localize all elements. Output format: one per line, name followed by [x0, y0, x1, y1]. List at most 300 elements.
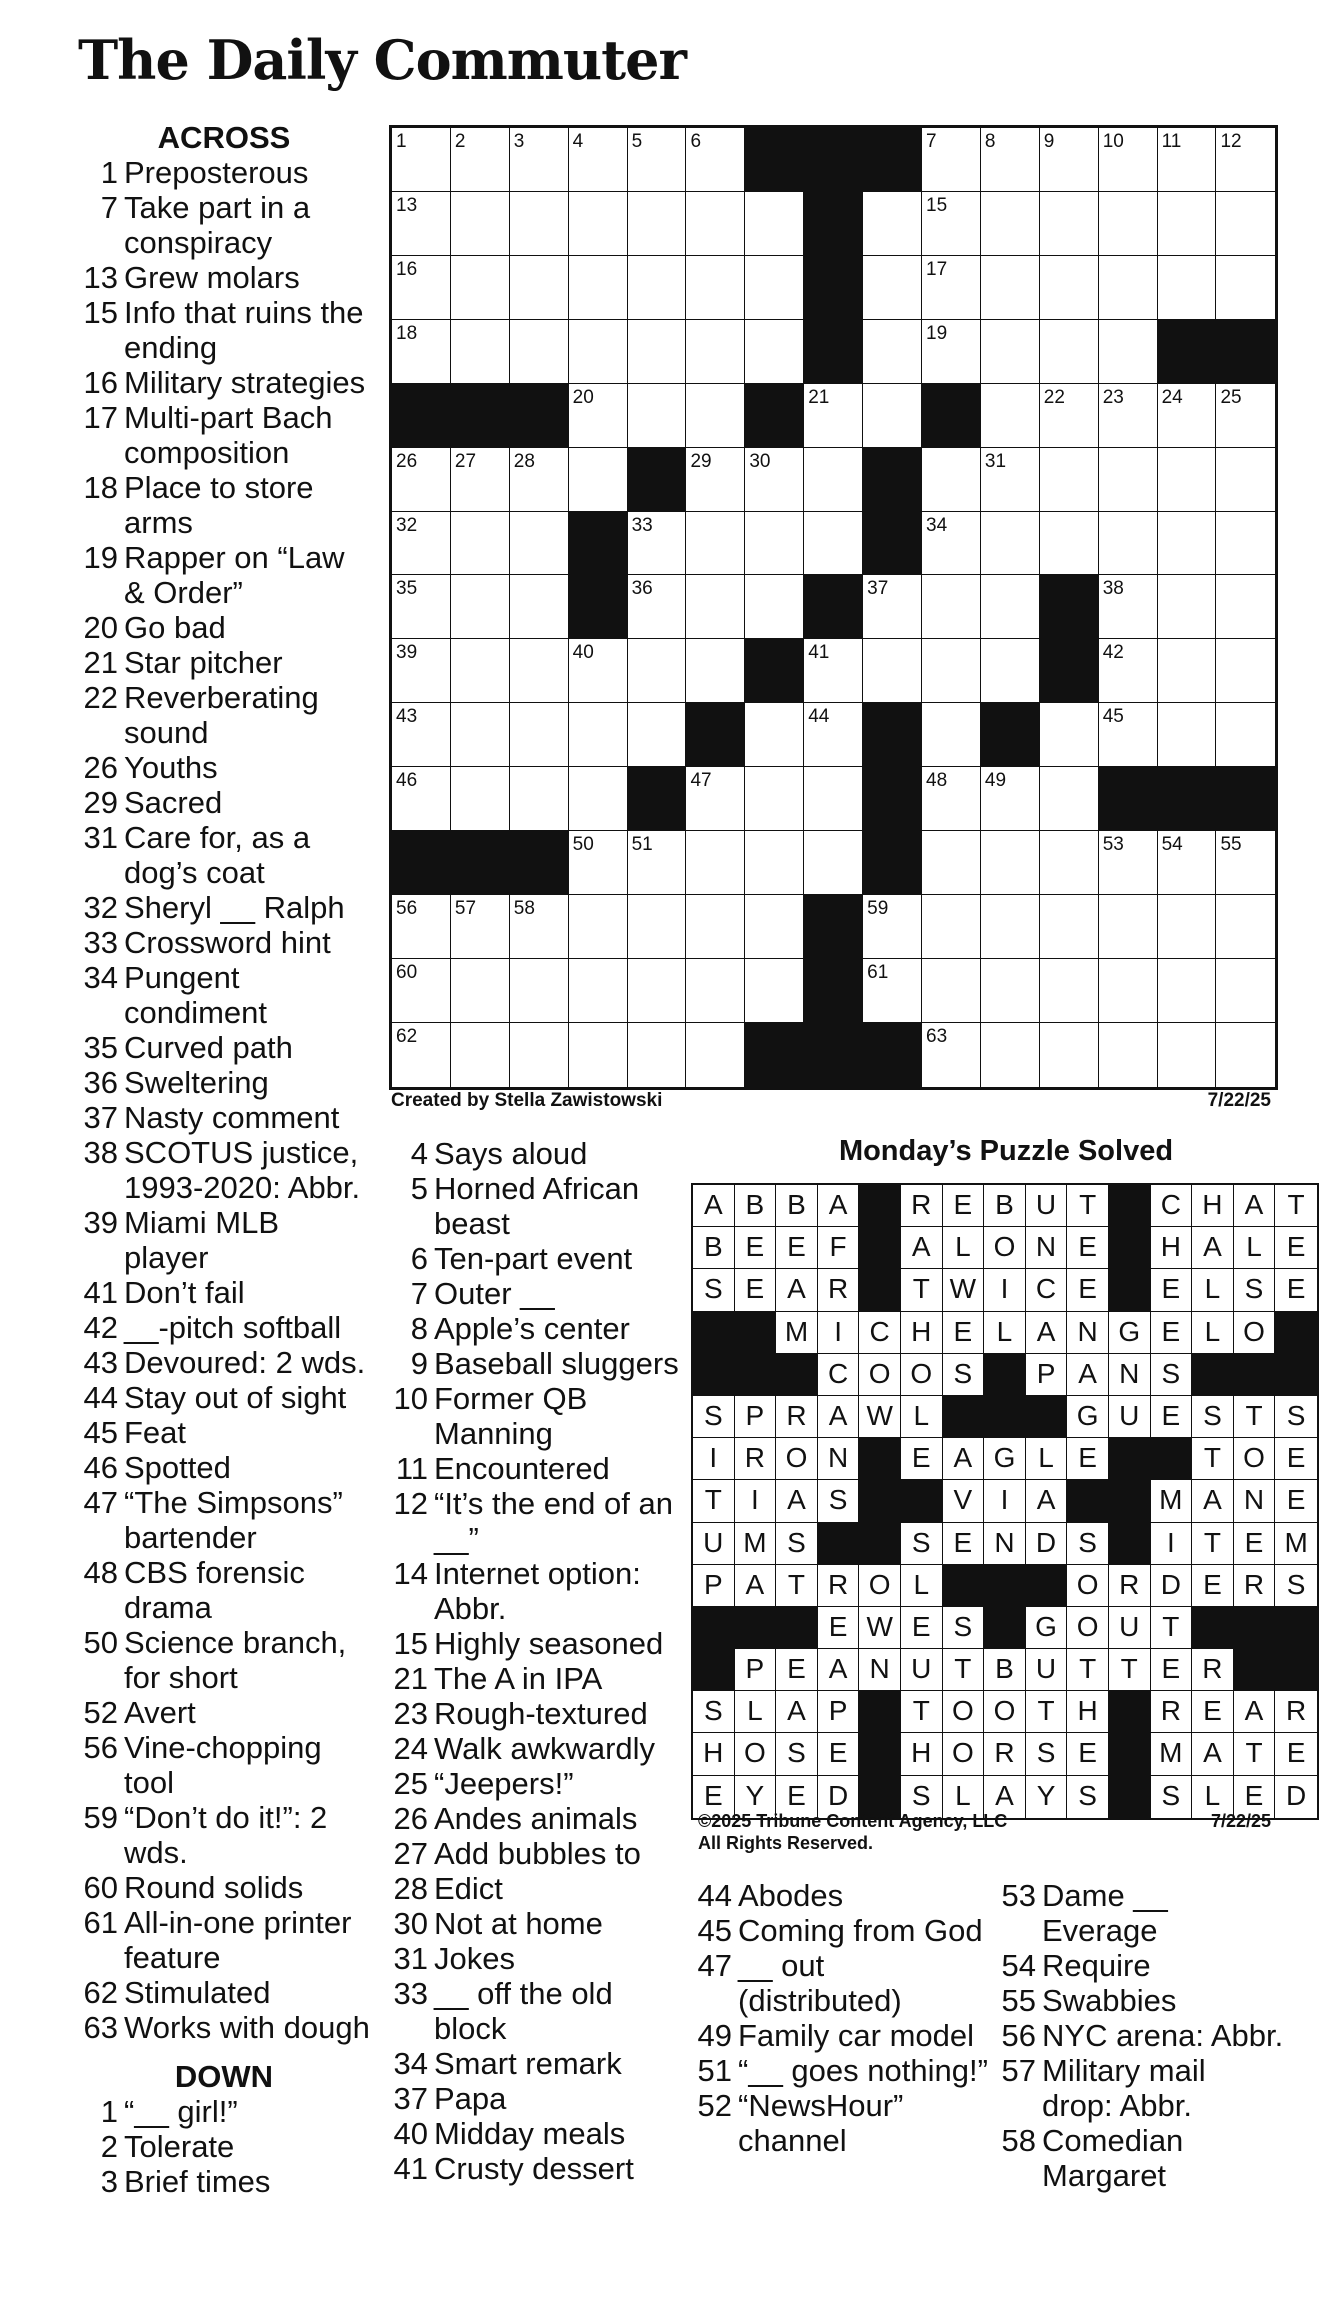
solution-letter: E: [1151, 1269, 1193, 1311]
grid-cell[interactable]: [1216, 639, 1275, 703]
cell-number: 39: [396, 642, 418, 664]
grid-cell[interactable]: [392, 767, 451, 831]
clue-item: [76, 1800, 372, 1870]
grid-cell[interactable]: [922, 703, 981, 767]
black-square: [863, 448, 922, 512]
grid-cell[interactable]: [510, 895, 569, 959]
grid-cell[interactable]: [1158, 384, 1217, 448]
solution-letter: E: [1067, 1438, 1109, 1480]
grid-cell[interactable]: [981, 639, 1040, 703]
clue-text: “The Simpsons” bartender: [124, 1485, 343, 1555]
grid-cell[interactable]: [451, 192, 510, 256]
grid-cell[interactable]: [569, 767, 628, 831]
clue-text: “It’s the end of an __”: [434, 1486, 673, 1556]
solution-letter: E: [1067, 1269, 1109, 1311]
grid-cell[interactable]: [981, 959, 1040, 1023]
grid-cell[interactable]: [628, 384, 687, 448]
clue-text: SCOTUS justice, 1993-2020: Abbr.: [124, 1135, 361, 1205]
grid-cell[interactable]: [981, 831, 1040, 895]
black-square: [863, 512, 922, 576]
grid-cell[interactable]: [922, 256, 981, 320]
black-square: [804, 256, 863, 320]
grid-cell[interactable]: [1099, 703, 1158, 767]
solution-grid: [691, 1183, 1319, 1820]
grid-cell[interactable]: [628, 575, 687, 639]
grid-cell[interactable]: [686, 575, 745, 639]
grid-cell[interactable]: [1158, 703, 1217, 767]
black-square: [569, 575, 628, 639]
grid-cell[interactable]: [1216, 895, 1275, 959]
clue-number: 33: [393, 1976, 428, 2011]
grid-cell[interactable]: [1040, 703, 1099, 767]
clue-text: All-in-one printer feature: [124, 1905, 352, 1975]
grid-cell[interactable]: [392, 1023, 451, 1087]
grid-cell[interactable]: [863, 192, 922, 256]
clue-number: 31: [393, 1941, 428, 1976]
clue-number: 51: [697, 2053, 732, 2088]
solution-letter: E: [943, 1523, 985, 1565]
grid-cell[interactable]: [1158, 512, 1217, 576]
grid-cell[interactable]: [628, 128, 687, 192]
clue-item: [690, 1948, 990, 2018]
solution-letter: L: [735, 1691, 777, 1733]
clue-number: 17: [83, 400, 118, 435]
grid-cell[interactable]: [745, 895, 804, 959]
clue-item: [76, 820, 372, 890]
solution-letter: A: [693, 1185, 735, 1227]
grid-cell[interactable]: [1158, 575, 1217, 639]
grid-cell[interactable]: [863, 320, 922, 384]
grid-cell[interactable]: [1099, 959, 1158, 1023]
grid-cell[interactable]: [1099, 320, 1158, 384]
grid-cell[interactable]: [1040, 256, 1099, 320]
grid-cell[interactable]: [981, 512, 1040, 576]
grid-cell[interactable]: [569, 959, 628, 1023]
grid-cell[interactable]: [1216, 384, 1275, 448]
grid-cell[interactable]: [1216, 192, 1275, 256]
solution-letter: V: [943, 1480, 985, 1522]
clue-text: Multi-part Bach composition: [124, 400, 333, 470]
grid-cell[interactable]: [569, 639, 628, 703]
grid-cell[interactable]: [451, 575, 510, 639]
grid-cell[interactable]: [1216, 959, 1275, 1023]
grid-cell[interactable]: [628, 895, 687, 959]
grid-cell[interactable]: [1158, 639, 1217, 703]
solution-letter: N: [818, 1438, 860, 1480]
grid-cell[interactable]: [804, 639, 863, 703]
grid-cell[interactable]: [981, 192, 1040, 256]
solution-letter: E: [943, 1185, 985, 1227]
grid-cell[interactable]: [804, 448, 863, 512]
grid-cell[interactable]: [510, 448, 569, 512]
grid-cell[interactable]: [1040, 192, 1099, 256]
clue-text: Former QB Manning: [434, 1381, 588, 1451]
grid-cell[interactable]: [1040, 959, 1099, 1023]
clue-number: 49: [697, 2018, 732, 2053]
grid-cell[interactable]: [1099, 895, 1158, 959]
grid-cell[interactable]: [569, 703, 628, 767]
solution-black-square: [1109, 1185, 1151, 1227]
clue-item: [386, 2081, 684, 2116]
grid-cell[interactable]: [628, 1023, 687, 1087]
solution-black-square: [735, 1607, 777, 1649]
clue-number: 30: [393, 1906, 428, 1941]
grid-cell[interactable]: [451, 703, 510, 767]
clue-item: [76, 365, 372, 400]
solution-letter: I: [818, 1312, 860, 1354]
solution-letter: A: [1067, 1354, 1109, 1396]
grid-cell[interactable]: [628, 959, 687, 1023]
grid-cell[interactable]: [569, 192, 628, 256]
solution-letter: A: [776, 1691, 818, 1733]
grid-cell[interactable]: [1099, 192, 1158, 256]
grid-cell[interactable]: [686, 448, 745, 512]
grid-cell[interactable]: [569, 128, 628, 192]
clue-text: Science branch, for short: [124, 1625, 347, 1695]
grid-cell[interactable]: [863, 384, 922, 448]
grid-cell[interactable]: [569, 448, 628, 512]
grid-cell[interactable]: [686, 256, 745, 320]
grid-cell[interactable]: [451, 639, 510, 703]
grid-cell[interactable]: [863, 895, 922, 959]
solution-letter: N: [1067, 1312, 1109, 1354]
grid-cell[interactable]: [745, 512, 804, 576]
grid-cell[interactable]: [451, 959, 510, 1023]
grid-cell[interactable]: [922, 639, 981, 703]
grid-cell[interactable]: [1099, 384, 1158, 448]
grid-cell[interactable]: [804, 703, 863, 767]
clue-text: Place to store arms: [124, 470, 314, 540]
grid-cell[interactable]: [569, 256, 628, 320]
clue-text: Miami MLB player: [124, 1205, 280, 1275]
grid-cell[interactable]: [922, 192, 981, 256]
grid-cell[interactable]: [745, 448, 804, 512]
grid-cell[interactable]: [745, 831, 804, 895]
grid-cell[interactable]: [804, 767, 863, 831]
grid-cell[interactable]: [1040, 320, 1099, 384]
clue-text: Sweltering: [124, 1065, 269, 1100]
solution-black-square: [693, 1607, 735, 1649]
grid-cell[interactable]: [922, 320, 981, 384]
solution-letter: A: [818, 1649, 860, 1691]
grid-cell[interactable]: [745, 703, 804, 767]
grid-cell[interactable]: [1040, 384, 1099, 448]
grid-cell[interactable]: [981, 767, 1040, 831]
clue-text: Star pitcher: [124, 645, 283, 680]
clue-number: 36: [83, 1065, 118, 1100]
grid-cell[interactable]: [392, 192, 451, 256]
black-square: [686, 703, 745, 767]
clue-number: 24: [393, 1731, 428, 1766]
grid-cell[interactable]: [745, 256, 804, 320]
grid-cell[interactable]: [922, 959, 981, 1023]
clue-number: 45: [697, 1913, 732, 1948]
grid-cell[interactable]: [1040, 128, 1099, 192]
grid-cell[interactable]: [451, 895, 510, 959]
solution-letter: N: [984, 1523, 1026, 1565]
grid-cell[interactable]: [569, 384, 628, 448]
grid-cell[interactable]: [569, 831, 628, 895]
solution-black-square: [1234, 1649, 1276, 1691]
grid-cell[interactable]: [569, 320, 628, 384]
grid-cell[interactable]: [686, 959, 745, 1023]
grid-cell[interactable]: [1158, 1023, 1217, 1087]
grid-cell[interactable]: [510, 128, 569, 192]
grid-cell[interactable]: [863, 959, 922, 1023]
grid-cell[interactable]: [392, 959, 451, 1023]
clue-number: 16: [83, 365, 118, 400]
grid-cell[interactable]: [392, 575, 451, 639]
grid-cell[interactable]: [922, 1023, 981, 1087]
solution-letter: I: [984, 1480, 1026, 1522]
grid-cell[interactable]: [1158, 448, 1217, 512]
solution-letter: A: [776, 1269, 818, 1311]
grid-cell[interactable]: [510, 256, 569, 320]
grid-cell[interactable]: [686, 512, 745, 576]
clue-item: [76, 2129, 372, 2164]
grid-cell[interactable]: [451, 767, 510, 831]
grid-cell[interactable]: [1216, 1023, 1275, 1087]
grid-cell[interactable]: [1099, 639, 1158, 703]
cell-number: 9: [1043, 131, 1055, 152]
solution-letter: A: [984, 1776, 1026, 1818]
clue-text: Baseball sluggers: [434, 1346, 679, 1381]
cell-number: 55: [1220, 834, 1242, 856]
cell-number: 62: [396, 1025, 418, 1047]
grid-cell[interactable]: [510, 575, 569, 639]
grid-cell[interactable]: [628, 320, 687, 384]
grid-cell[interactable]: [863, 256, 922, 320]
grid-cell[interactable]: [1040, 512, 1099, 576]
grid-cell[interactable]: [392, 895, 451, 959]
clue-item: [690, 2018, 990, 2053]
solution-letter: M: [776, 1312, 818, 1354]
grid-cell[interactable]: [1099, 512, 1158, 576]
grid-cell[interactable]: [451, 448, 510, 512]
grid-cell[interactable]: [745, 767, 804, 831]
grid-cell[interactable]: [1158, 831, 1217, 895]
black-square: [1158, 320, 1217, 384]
solution-letter: U: [901, 1649, 943, 1691]
grid-cell[interactable]: [1099, 575, 1158, 639]
cell-number: 7: [926, 131, 937, 152]
solution-black-square: [693, 1649, 735, 1691]
grid-cell[interactable]: [1040, 448, 1099, 512]
grid-cell[interactable]: [745, 959, 804, 1023]
grid-cell[interactable]: [451, 1023, 510, 1087]
grid-cell[interactable]: [686, 384, 745, 448]
grid-cell[interactable]: [686, 767, 745, 831]
page-title: The Daily Commuter: [78, 28, 686, 92]
clue-item: [76, 610, 372, 645]
grid-cell[interactable]: [451, 320, 510, 384]
clue-number: 6: [410, 1241, 428, 1276]
grid-cell[interactable]: [981, 1023, 1040, 1087]
grid-cell[interactable]: [686, 128, 745, 192]
grid-cell[interactable]: [922, 575, 981, 639]
black-square: [745, 1023, 804, 1087]
clue-number: 21: [393, 1661, 428, 1696]
grid-cell[interactable]: [686, 192, 745, 256]
grid-cell[interactable]: [804, 512, 863, 576]
grid-cell[interactable]: [1099, 256, 1158, 320]
grid-cell[interactable]: [745, 192, 804, 256]
grid-cell[interactable]: [686, 1023, 745, 1087]
clue-number: 15: [393, 1626, 428, 1661]
grid-cell[interactable]: [1099, 448, 1158, 512]
grid-cell[interactable]: [1158, 192, 1217, 256]
grid-cell[interactable]: [1216, 448, 1275, 512]
solution-black-square: [859, 1523, 901, 1565]
solution-letter: L: [1192, 1776, 1234, 1818]
grid-cell[interactable]: [981, 384, 1040, 448]
grid-cell[interactable]: [628, 256, 687, 320]
solution-black-square: [1026, 1396, 1068, 1438]
clue-item: [76, 2164, 372, 2199]
grid-cell[interactable]: [922, 128, 981, 192]
grid-cell[interactable]: [1158, 895, 1217, 959]
clue-item: [386, 1906, 684, 1941]
grid-cell[interactable]: [628, 639, 687, 703]
grid-cell[interactable]: [686, 639, 745, 703]
grid-cell[interactable]: [981, 128, 1040, 192]
grid-cell[interactable]: [745, 320, 804, 384]
grid-cell[interactable]: [686, 320, 745, 384]
grid-cell[interactable]: [569, 895, 628, 959]
grid-cell[interactable]: [1216, 703, 1275, 767]
black-square: [804, 320, 863, 384]
grid-cell[interactable]: [1099, 1023, 1158, 1087]
clue-text: “Don’t do it!”: 2 wds.: [124, 1800, 328, 1870]
clue-item: [994, 2018, 1284, 2053]
clue-item: [386, 2046, 684, 2081]
cell-number: 5: [631, 131, 643, 152]
clue-item: [386, 1381, 684, 1451]
clue-number: 7: [100, 190, 118, 225]
grid-cell[interactable]: [686, 831, 745, 895]
grid-cell[interactable]: [1099, 831, 1158, 895]
clue-item: [386, 1801, 684, 1836]
solution-black-square: [943, 1565, 985, 1607]
grid-cell[interactable]: [981, 575, 1040, 639]
grid-cell[interactable]: [804, 831, 863, 895]
grid-cell[interactable]: [981, 320, 1040, 384]
grid-cell[interactable]: [1040, 831, 1099, 895]
clue-number: 9: [410, 1346, 428, 1381]
grid-cell[interactable]: [745, 575, 804, 639]
grid-cell[interactable]: [569, 1023, 628, 1087]
grid-cell[interactable]: [1216, 575, 1275, 639]
grid-cell[interactable]: [628, 512, 687, 576]
grid-cell[interactable]: [981, 448, 1040, 512]
grid-cell[interactable]: [451, 128, 510, 192]
across-clues: [76, 120, 372, 2199]
grid-cell[interactable]: [392, 639, 451, 703]
grid-cell[interactable]: [922, 831, 981, 895]
clue-number: 14: [393, 1556, 428, 1591]
grid-cell[interactable]: [392, 256, 451, 320]
grid-cell[interactable]: [628, 831, 687, 895]
grid-cell[interactable]: [922, 895, 981, 959]
grid-cell[interactable]: [1040, 1023, 1099, 1087]
grid-cell[interactable]: [1216, 128, 1275, 192]
solution-letter: R: [735, 1438, 777, 1480]
grid-cell[interactable]: [392, 320, 451, 384]
grid-cell[interactable]: [1158, 128, 1217, 192]
grid-cell[interactable]: [1216, 831, 1275, 895]
clue-text: Edict: [434, 1871, 503, 1906]
grid-cell[interactable]: [863, 575, 922, 639]
grid-cell[interactable]: [922, 767, 981, 831]
grid-cell[interactable]: [1099, 128, 1158, 192]
clue-number: 47: [83, 1485, 118, 1520]
solution-letter: P: [735, 1396, 777, 1438]
solution-letter: L: [901, 1396, 943, 1438]
grid-cell[interactable]: [1216, 256, 1275, 320]
grid-cell[interactable]: [392, 703, 451, 767]
grid-cell[interactable]: [1158, 959, 1217, 1023]
solution-letter: T: [901, 1269, 943, 1311]
clue-item: [76, 1380, 372, 1415]
solution-letter: O: [735, 1733, 777, 1775]
grid-cell[interactable]: [1158, 256, 1217, 320]
grid-cell[interactable]: [922, 512, 981, 576]
grid-cell[interactable]: [510, 320, 569, 384]
grid-cell[interactable]: [510, 1023, 569, 1087]
grid-cell[interactable]: [451, 256, 510, 320]
clue-number: 32: [83, 890, 118, 925]
solution-letter: E: [818, 1607, 860, 1649]
clue-text: Ten-part event: [434, 1241, 633, 1276]
grid-cell[interactable]: [804, 384, 863, 448]
grid-cell[interactable]: [510, 959, 569, 1023]
grid-cell[interactable]: [1040, 895, 1099, 959]
grid-cell[interactable]: [392, 128, 451, 192]
clue-number: 43: [83, 1345, 118, 1380]
clue-text: Not at home: [434, 1906, 603, 1941]
grid-cell[interactable]: [510, 512, 569, 576]
grid-cell[interactable]: [922, 448, 981, 512]
grid-cell[interactable]: [686, 895, 745, 959]
grid-cell[interactable]: [981, 895, 1040, 959]
clue-number: 27: [393, 1836, 428, 1871]
solution-letter: A: [735, 1565, 777, 1607]
clue-item: [386, 1241, 684, 1276]
grid-cell[interactable]: [863, 639, 922, 703]
grid-cell[interactable]: [510, 192, 569, 256]
grid-cell[interactable]: [510, 767, 569, 831]
black-square: [392, 831, 451, 895]
grid-cell[interactable]: [981, 256, 1040, 320]
solution-black-square: [735, 1312, 777, 1354]
grid-cell[interactable]: [510, 703, 569, 767]
clue-number: 12: [393, 1486, 428, 1521]
grid-cell[interactable]: [510, 639, 569, 703]
grid-cell[interactable]: [392, 512, 451, 576]
cell-number: 44: [808, 706, 830, 728]
solution-letter: C: [818, 1354, 860, 1396]
grid-cell[interactable]: [392, 448, 451, 512]
grid-cell[interactable]: [1040, 767, 1099, 831]
grid-cell[interactable]: [1216, 512, 1275, 576]
created-by: Created by Stella Zawistowski: [391, 1090, 663, 1111]
grid-cell[interactable]: [628, 192, 687, 256]
grid-cell[interactable]: [451, 512, 510, 576]
solution-letter: E: [735, 1227, 777, 1269]
solution-letter: P: [735, 1649, 777, 1691]
clue-item: [76, 1415, 372, 1450]
grid-cell[interactable]: [628, 703, 687, 767]
